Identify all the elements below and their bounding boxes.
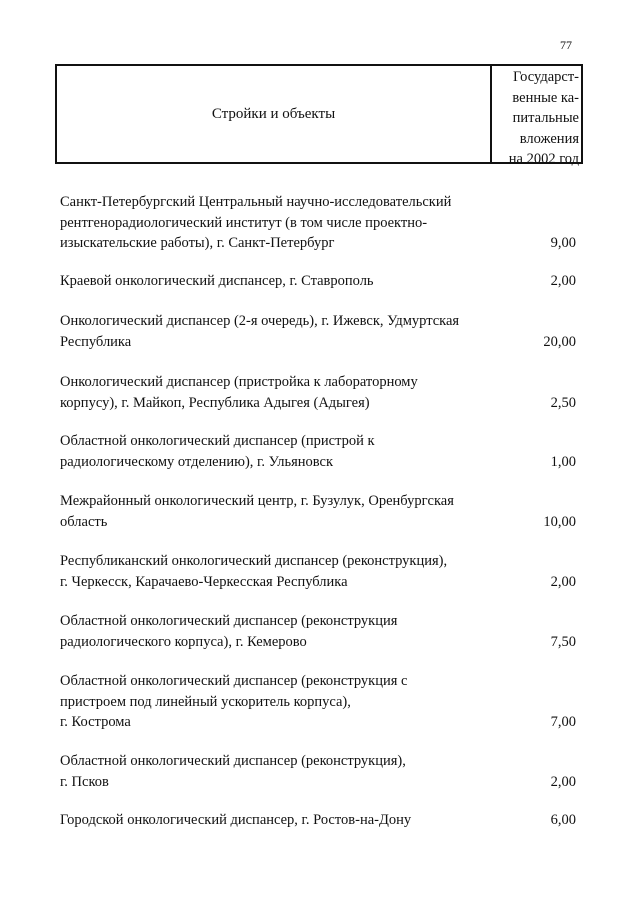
list-item — [60, 751, 580, 792]
list-item — [60, 611, 580, 652]
entry-value: 20,00 — [543, 333, 576, 350]
entry-name: Межрайонный онкологический центр, г. Бузулук, Оренбургская область — [60, 493, 454, 530]
list-item — [60, 271, 580, 292]
header-objects-column — [57, 66, 490, 162]
header-investments-column: Государст- венные ка- питальные вложения на 2002 год — [490, 66, 581, 162]
entry-value: 2,50 — [550, 394, 576, 411]
entry-value: 2,00 — [550, 573, 576, 590]
list-item — [60, 192, 580, 254]
entry-value: 2,00 — [550, 273, 576, 289]
entry-value: 2,00 — [550, 773, 576, 790]
list-item — [60, 551, 580, 592]
entry-name: Областной онкологический диспансер (реконструкция), г. Псков — [60, 753, 406, 790]
list-item — [60, 431, 580, 472]
table-header — [55, 64, 583, 167]
entry-name: Областной онкологический диспансер (пристрой к радиологическому отделению), г. Ульяновск — [60, 433, 375, 470]
list-item — [60, 372, 580, 413]
entry-name: Онкологический диспансер (2-я очередь), г. Ижевск, Удмуртская Республика — [60, 313, 460, 350]
entry-value: 6,00 — [550, 812, 576, 828]
entry-name: Городской онкологический диспансер, г. Ростов-на-Дону — [60, 812, 412, 828]
header-objects-label: Стройки и объекты — [211, 105, 336, 122]
entry-name: Республиканский онкологический диспансер (реконструкция), г. Черкесск, Карачаево-Черкесская Республика — [60, 553, 448, 590]
entry-value: 1,00 — [550, 453, 576, 470]
entry-name: Краевой онкологический диспансер, г. Ставрополь — [60, 273, 374, 289]
list-item — [60, 810, 580, 831]
list-item — [60, 491, 580, 532]
list-item — [60, 671, 580, 733]
entry-value: 9,00 — [550, 235, 576, 251]
entry-name: Санкт-Петербургский Центральный научно-исследовательский рентгенорадиологический институт (в том числе проектно- изыскательские работы), г. Санкт-Петербург — [60, 194, 452, 251]
entry-value: 7,50 — [550, 633, 576, 650]
entry-name: Онкологический диспансер (пристройка к лабораторному корпусу), г. Майкоп, Республика Адыгея (Адыгея) — [60, 374, 418, 411]
entry-value: 7,00 — [550, 714, 576, 730]
list-item — [60, 311, 580, 352]
entry-name: Областной онкологический диспансер (реконструкция радиологического корпуса), г. Кемерово — [60, 613, 398, 650]
entry-value: 10,00 — [543, 513, 576, 530]
page-number: 77 — [560, 38, 572, 52]
entry-name: Областной онкологический диспансер (реконструкция с пристроем под линейный ускоритель корпуса), г. Кострома — [60, 673, 408, 730]
